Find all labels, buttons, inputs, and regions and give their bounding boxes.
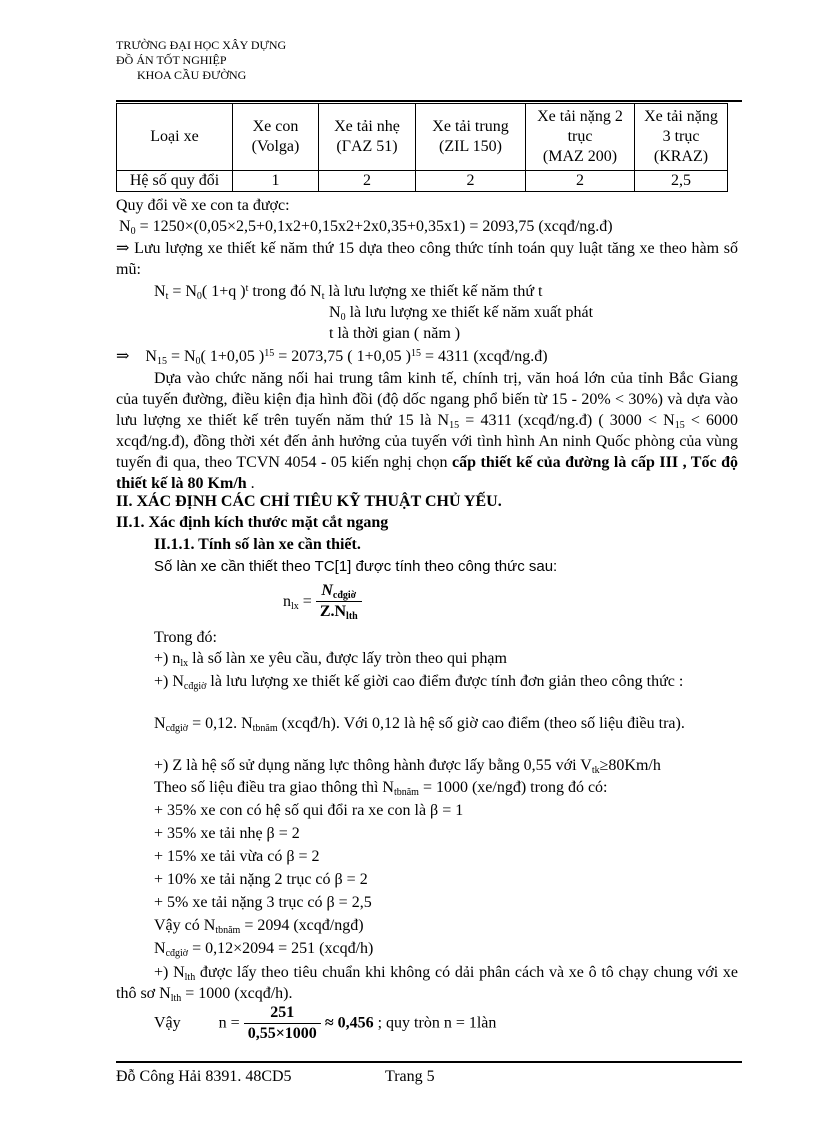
- formula-ncd: $N_{cđgiờ} = 0,12$. $N_{tbnăm}$ (xcqđ/h). Với 0,12 là hệ số giờ cao điểm (theo số liệu điều tra).: [154, 715, 685, 734]
- item-nlx: +) $n_{lx}$ là số làn xe yêu cầu, được lấy tròn theo qui phạm: [154, 650, 507, 669]
- item-nlth: +) $N_{lth}$ được lấy theo tiêu chuẩn khi không có dải phân cách và xe ô tô chạy chung với xe thô sơ $N_{lth} = 1000$ (xcqđ/h).: [116, 964, 739, 1004]
- list-item: + 10% xe tải nặng 2 trục có β = 2: [154, 871, 368, 888]
- table-cell: Xe tải trung (ZIL 150): [416, 104, 526, 171]
- text-n0-desc: $N_0$ là lưu lượng xe thiết kế năm xuất phát: [329, 304, 594, 323]
- footer-author: Đỗ Công Hải 8391. 48CD5: [116, 1068, 292, 1085]
- header-project: ĐỒ ÁN TỐT NGHIỆP: [116, 53, 227, 67]
- table-cell: 2: [416, 171, 526, 192]
- fraction-nlx: $\frac{N_{cđgiờ}}{Z.N_{lth}}$: [316, 581, 362, 622]
- table-row: [117, 171, 728, 192]
- text-so-lan-intro: Số làn xe cần thiết theo TC[1] được tính theo công thức sau:: [154, 558, 558, 575]
- table-cell: 2: [526, 171, 635, 192]
- table-cell: Hệ số quy đổi: [117, 171, 233, 192]
- section-2-1-heading: II.1. Xác định kích thước mặt cắt ngang: [116, 514, 389, 531]
- table-header-row: [117, 104, 728, 171]
- formula-n15: ⇒ $N_{15} = N_0$( 1+0,05 )$^{15}$ = 2073,75 ( 1+0,05 )$^{15}$ = 4311 (xcqđ/ng.đ): [116, 348, 548, 367]
- formula-nlx: $n_{lx}$ = $\frac{N_{cđgiờ}}{Z.N_{lth}}$: [283, 581, 362, 622]
- text-theo-so-lieu: Theo số liệu điều tra giao thông thì $N_{tbnăm} = 1000$ (xe/ngđ) trong đó có:: [154, 779, 608, 798]
- footer-rule: [116, 1061, 742, 1063]
- formula-final: Vậy n = $\frac{251}{0,55\times 1000}$ ≈ 0,456 ; quy tròn n = 1làn: [154, 1004, 497, 1042]
- formula-ncd-value: $N_{cđgiờ} = 0,12\times 2094 = 251$ (xcqđ/h): [154, 940, 374, 959]
- header-faculty: KHOA CẦU ĐƯỜNG: [137, 68, 247, 82]
- table-cell: 2: [319, 171, 416, 192]
- table-cell: Xe con (Volga): [233, 104, 319, 171]
- fraction-final: $\frac{251}{0,55\times 1000}$: [244, 1003, 321, 1044]
- paragraph-grade-selection: Dựa vào chức năng nối hai trung tâm kinh tế, chính trị, văn hoá lớn của tỉnh Bắc Giang của tuyến đường, điều kiện địa hình đồi (độ dốc ngang phổ biến từ 15 - 20% < 30%) và dựa vào lưu lượng xe thiết kế trên tuyến năm thứ 15 là $N_{15} = 4311$ (xcqđ/ng.đ) ( $3000 < N_{15} < 6000$ xcqđ/ng.đ), đồng thời xét đến ảnh hưởng của tuyến với tình hình An ninh Quốc phòng của vùng tuyến đi qua, theo TCVN 4054 - 05 kiến nghị chọn cấp thiết kế của đường là cấp III , Tốc độ thiết kế là 80 Km/h .: [116, 370, 738, 492]
- text-vay-co: Vậy có $N_{tbnăm} = 2094$ (xcqđ/ngđ): [154, 917, 364, 936]
- item-z: +) Z là hệ số sử dụng năng lực thông hành được lấy bằng 0,55 với $V_{tk}\ge 80Km/h$: [154, 757, 661, 776]
- item-ncd: +) $N_{cđgiờ}$ là lưu lượng xe thiết kế giời cao điểm được tính đơn giản theo công thức :: [154, 673, 684, 692]
- table-cell: 1: [233, 171, 319, 192]
- text-trong-do: Trong đó:: [154, 629, 217, 646]
- text-quy-doi: Quy đổi về xe con ta được:: [116, 197, 290, 214]
- text-t-desc: t là thời gian ( năm ): [329, 325, 461, 342]
- table-cell: Xe tải nhẹ (ГAZ 51): [319, 104, 416, 171]
- header-rule: [116, 100, 742, 102]
- table-cell: Xe tải nặng 2 trục (MAZ 200): [526, 104, 635, 171]
- vehicle-conversion-table: [116, 103, 728, 192]
- text-luu-luong: ⇒ Lưu lượng xe thiết kế năm thứ 15 dựa theo công thức tính toán quy luật tăng xe theo hàm số mũ:: [116, 240, 738, 278]
- section-2-heading: II. XÁC ĐỊNH CÁC CHỈ TIÊU KỸ THUẬT CHỦ YẾU.: [116, 493, 502, 510]
- header-school: TRƯỜNG ĐẠI HỌC XÂY DỰNG: [116, 38, 287, 52]
- page-number: Trang 5: [385, 1068, 435, 1085]
- list-item: + 35% xe tải nhẹ β = 2: [154, 825, 300, 842]
- table-cell: Xe tải nặng 3 trục (KRAZ): [635, 104, 728, 171]
- list-item: + 15% xe tải vừa có β = 2: [154, 848, 320, 865]
- list-item: + 5% xe tải nặng 3 trục có β = 2,5: [154, 894, 372, 911]
- section-2-1-1-heading: II.1.1. Tính số làn xe cần thiết.: [154, 536, 361, 553]
- list-item: + 35% xe con có hệ số qui đổi ra xe con là β = 1: [154, 802, 464, 819]
- formula-nt: $N_t = N_0$( 1+q )$^t$ trong đó $N_t$ là lưu lượng xe thiết kế năm thứ t: [154, 283, 543, 302]
- formula-n0: $N_0 = 1250\times(0,05\times 2,5+0,1x2+0,15x2+2x0,35+0,35x1) = 2093,75$ (xcqđ/ng.đ): [119, 218, 613, 237]
- table-cell: Loại xe: [117, 104, 233, 171]
- table-cell: 2,5: [635, 171, 728, 192]
